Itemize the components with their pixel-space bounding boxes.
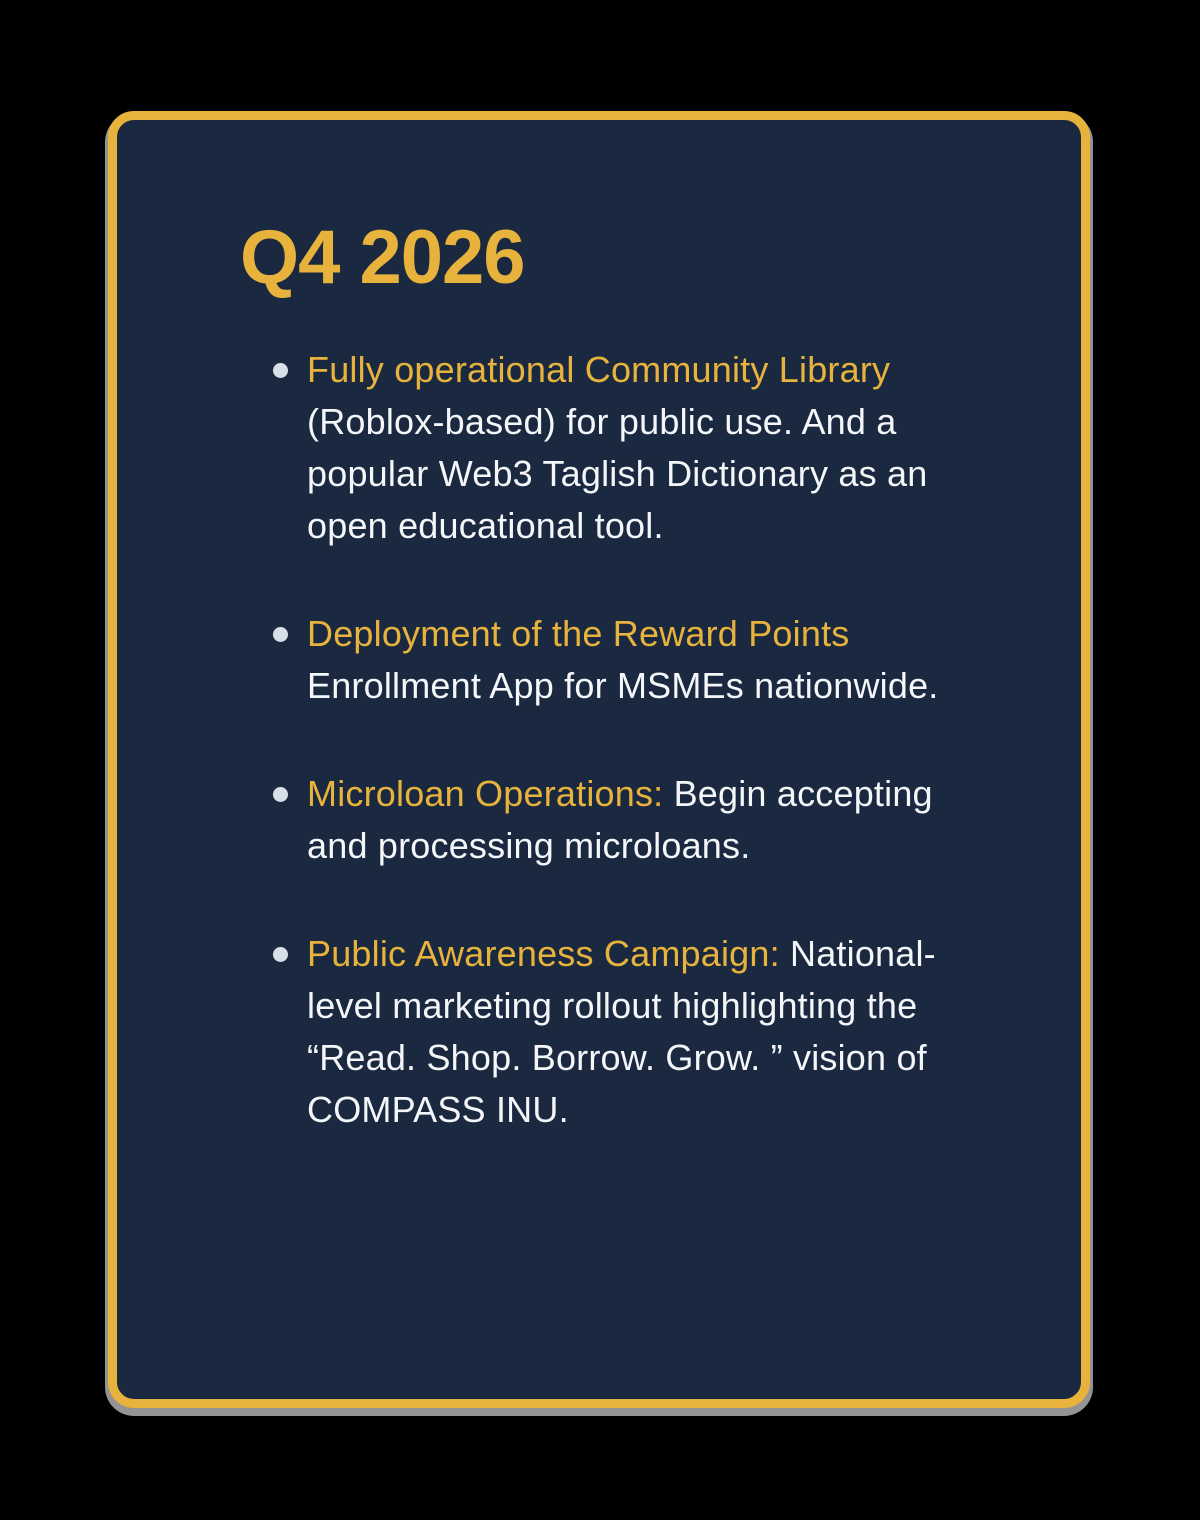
bullet-text: National-level marketing rollout highlighting the “Read. Shop. Borrow. Grow. ” vision of COMPASS INU. [307,933,936,1130]
bullet-highlight: Public Awareness Campaign: [307,933,780,974]
list-item [240,344,945,552]
bullet-highlight: Deployment of the Reward Points [307,613,850,654]
bullet-highlight: Fully operational Community Library [307,349,891,390]
bullet-dot-icon [273,363,288,378]
bullet-list [240,344,945,1136]
bullet-text: Enrollment App for MSMEs nationwide. [307,665,939,706]
page-title: Q4 2026 [240,215,525,300]
bullet-text: (Roblox-based) for public use. And a popular Web3 Taglish Dictionary as an open educational tool. [307,401,928,546]
list-item [240,768,945,872]
list-item [240,928,945,1136]
roadmap-card [108,111,1090,1408]
bullet-text: Begin accepting and processing microloans. [307,773,933,866]
list-item [240,608,945,712]
bullet-dot-icon [273,947,288,962]
bullet-dot-icon [273,627,288,642]
bullet-highlight: Microloan Operations: [307,773,664,814]
bullet-dot-icon [273,787,288,802]
